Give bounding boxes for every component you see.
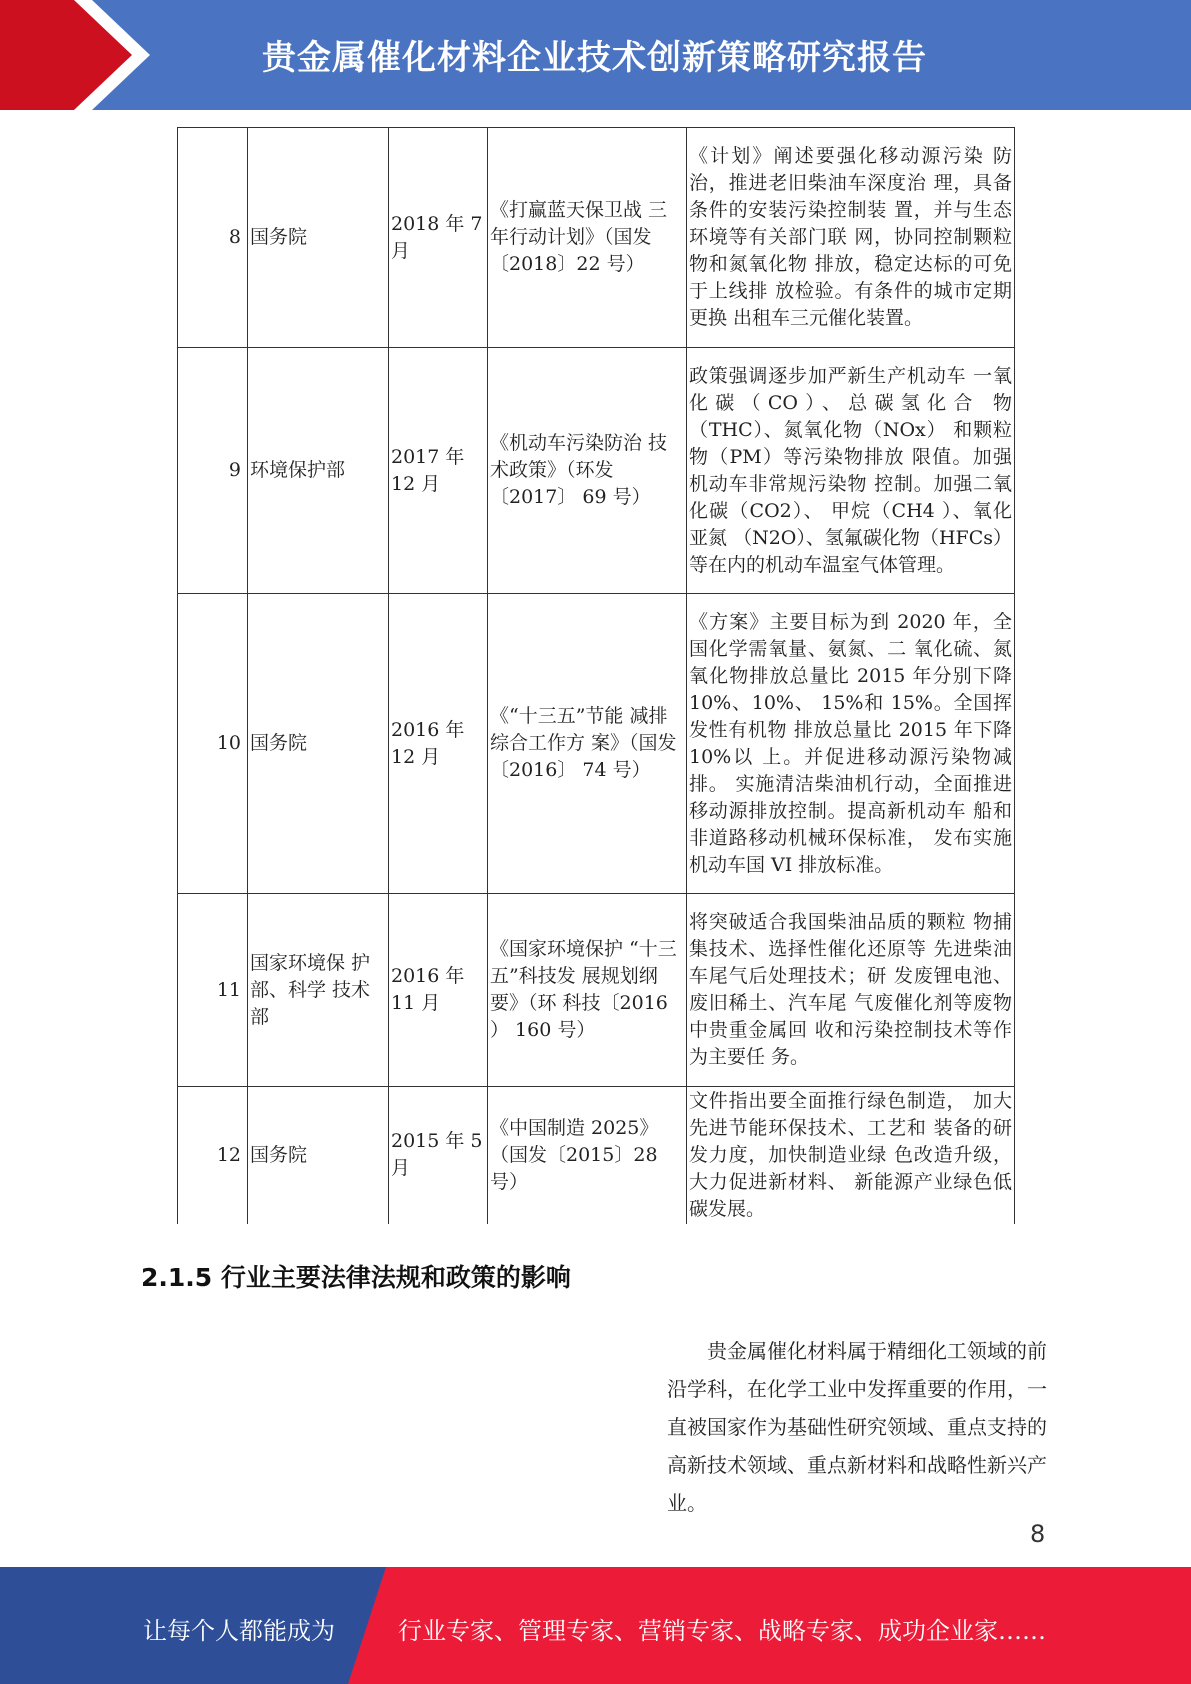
description-cell: 《方案》主要目标为到 2020 年，全国化学需氧量、氨氮、二 氧化硫、氮氧化物排放总量比 2015 年分别下降 10%、10%、 15%和 15%。全国挥发性有机物 排放总量比 2015 年下降 10%以 上。并促进移动源污染物减排。 实施清洁柴油机行动，全面推进移动源排放控制。提高新机动车 船和非道路移动机械环保标准， 发布实施机动车国 VI 排放标准。 <box>687 594 1015 894</box>
report-title: 贵金属催化材料企业技术创新策略研究报告 <box>262 38 927 78</box>
description-cell: 文件指出要全面推行绿色制造， 加大先进节能环保技术、工艺和 装备的研发力度，加快制造业绿 色改造升级，大力促进新材料、 新能源产业绿色低碳发展。 <box>687 1087 1015 1224</box>
issuer-cell: 环境保护部 <box>248 348 389 594</box>
table-row <box>178 1087 1015 1224</box>
document-cell: 《中国制造 2025》（国发〔2015〕28 号） <box>488 1087 687 1224</box>
section-heading: 2.1.5 行业主要法律法规和政策的影响 <box>141 1263 571 1292</box>
document-cell: 《“十三五”节能 减排综合工作方 案》（国发〔2016〕 74 号） <box>488 594 687 894</box>
document-cell: 《打赢蓝天保卫战 三年行动计划》（国发〔2018〕22 号） <box>488 128 687 348</box>
table-row <box>178 348 1015 594</box>
page-number: 8 <box>1030 1520 1046 1548</box>
body-paragraph: 贵金属催化材料属于精细化工领域的前沿学科，在化学工业中发挥重要的作用，一直被国家作为基础性研究领域、重点支持的高新技术领域、重点新材料和战略性新兴产业。 <box>667 1339 1047 1515</box>
row-number: 11 <box>178 894 248 1087</box>
row-number: 12 <box>178 1087 248 1224</box>
document-cell: 《机动车污染防治 技术政策》（环发〔2017〕 69 号） <box>488 348 687 594</box>
issuer-cell: 国务院 <box>248 1087 389 1224</box>
issuer-cell: 国家环境保 护部、科学 技术部 <box>248 894 389 1087</box>
footer-slogan-right: 行业专家、管理专家、营销专家、战略专家、成功企业家…… <box>398 1617 1046 1645</box>
date-cell: 2016 年 12 月 <box>389 594 488 894</box>
policy-table <box>177 127 1015 1224</box>
table-row <box>178 894 1015 1087</box>
date-cell: 2017 年 12 月 <box>389 348 488 594</box>
date-cell: 2016 年 11 月 <box>389 894 488 1087</box>
document-cell: 《国家环境保护 “十三五”科技发 展规划纲要》（环 科技〔2016 ） 160 号） <box>488 894 687 1087</box>
page-footer <box>0 1567 1191 1684</box>
table-row <box>178 128 1015 348</box>
row-number: 8 <box>178 128 248 348</box>
header-arrow-icon <box>0 0 160 110</box>
page-header <box>0 0 1191 110</box>
date-cell: 2018 年 7 月 <box>389 128 488 348</box>
row-number: 10 <box>178 594 248 894</box>
footer-slogan-left: 让每个人都能成为 <box>143 1617 335 1645</box>
row-number: 9 <box>178 348 248 594</box>
issuer-cell: 国务院 <box>248 594 389 894</box>
issuer-cell: 国务院 <box>248 128 389 348</box>
date-cell: 2015 年 5 月 <box>389 1087 488 1224</box>
description-cell: 《计划》阐述要强化移动源污染 防治，推进老旧柴油车深度治 理，具备条件的安装污染控制装 置，并与生态环境等有关部门联 网，协同控制颗粒物和氮氧化物 排放，稳定达标的可免于上线排 放检验。有条件的城市定期更换 出租车三元催化装置。 <box>687 128 1015 348</box>
description-cell: 将突破适合我国柴油品质的颗粒 物捕集技术、选择性催化还原等 先进柴油车尾气后处理技术；研 发废锂电池、废旧稀土、汽车尾 气废催化剂等废物中贵重金属回 收和污染控制技术等作为主要任 务。 <box>687 894 1015 1087</box>
table-row <box>178 594 1015 894</box>
description-cell: 政策强调逐步加严新生产机动车 一氧化碳（CO）、总碳氢化合 物（THC）、氮氧化物（NOx） 和颗粒物（PM）等污染物排放 限值。加强机动车非常规污染物 控制。加强二氧化碳（CO2）、 甲烷（CH4 ）、氧化亚氮 （N2O）、氢氟碳化物（HFCs）等在内的机动车温室气体管理。 <box>687 348 1015 594</box>
